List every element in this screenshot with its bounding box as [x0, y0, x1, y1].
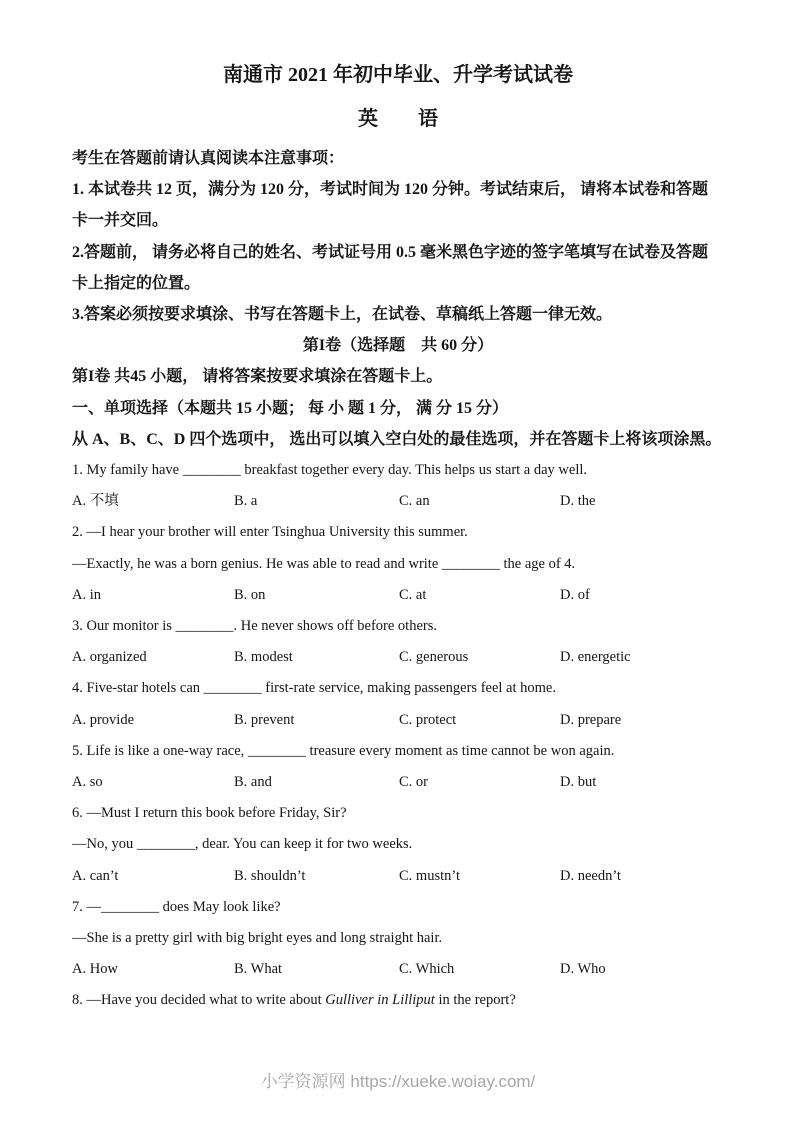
question-6-option-a: A. can’t	[72, 867, 119, 884]
page-title: 南通市 2021 年初中毕业、升学考试试卷	[223, 64, 573, 86]
question-1-option-b: B. a	[234, 493, 258, 510]
question-1-option-c: C. an	[399, 493, 430, 510]
question-4-option-c: C. protect	[399, 711, 457, 728]
question-3-option-a: A. organized	[72, 649, 147, 666]
notice-line-3: 3.答案必须按要求填涂、书写在答题卡上，在试卷、草稿纸上答题一律无效。	[72, 306, 613, 324]
question-6-option-b: B. shouldn’t	[234, 867, 306, 884]
watermark-footer: 小学资源网 https://xueke.woiay.com/	[260, 1071, 536, 1091]
notice-intro: 考生在答题前请认真阅读本注意事项：	[72, 150, 345, 167]
notice-line-2: 2.答题前， 请务必将自己的姓名、考试证号用 0.5 毫米黑色字迹的签字笔填写在试卷及答题	[72, 243, 709, 261]
part1-note: 第I卷 共45 小题， 请将答案按要求填涂在答题卡上。	[72, 368, 443, 386]
question-2-stem-line-2: —Exactly, he was a born genius. He was able to read and write ________ the age of 4.	[72, 555, 576, 572]
question-5-option-a: A. so	[72, 774, 103, 791]
question-5-option-b: B. and	[234, 774, 272, 791]
question-3-stem: 3. Our monitor is ________. He never shows off before others.	[72, 618, 437, 635]
question-6-option-d: D. needn’t	[560, 867, 621, 884]
question-2-option-b: B. on	[234, 586, 266, 603]
question-1-option-d: D. the	[560, 493, 596, 510]
question-4-option-b: B. prevent	[234, 711, 295, 728]
question-8-book-title-italic: Gulliver in Lilliput	[325, 992, 435, 1009]
question-7-option-b: B. What	[234, 961, 283, 978]
question-5-option-c: C. or	[399, 774, 428, 791]
question-3-option-d: D. energetic	[560, 649, 631, 666]
section1-title: 一、单项选择（本题共 15 小题； 每 小 题 1 分， 满 分 15 分）	[72, 399, 509, 417]
question-6-stem-line-2: —No, you ________, dear. You can keep it for two weeks.	[72, 836, 413, 853]
question-2-option-d: D. of	[560, 586, 590, 603]
question-8-stem-post: in the report?	[434, 992, 516, 1009]
part1-heading: 第I卷（选择题 共 60 分）	[302, 337, 494, 355]
question-7-stem-line-1: 7. —________ does May look like?	[72, 898, 281, 915]
notice-line-2-cont: 卡上指定的位置。	[72, 274, 201, 292]
question-7-stem-line-2: —She is a pretty girl with big bright eyes and long straight hair.	[72, 930, 443, 947]
question-8-stem-pre: 8. —Have you decided what to write about	[72, 992, 326, 1009]
question-7-option-c: C. Which	[399, 961, 455, 978]
question-8-stem	[72, 985, 724, 1016]
question-4-stem: 4. Five-star hotels can ________ first-rate service, making passengers feel at home.	[72, 680, 556, 697]
document-body	[72, 143, 724, 1017]
section1-instruction: 从 A、B、C、D 四个选项中， 选出可以填入空白处的最佳选项，并在答题卡上将该项涂黑。	[72, 430, 722, 448]
question-3-options	[72, 642, 724, 673]
question-1-options	[72, 486, 724, 517]
question-2-option-c: C. at	[399, 586, 427, 603]
question-6-stem-line-1: 6. —Must I return this book before Friday, Sir?	[72, 805, 347, 822]
question-5-stem: 5. Life is like a one-way race, ________ treasure every moment as time cannot be won again.	[72, 742, 615, 759]
question-3-option-c: C. generous	[399, 649, 469, 666]
subject-title: 英 语	[358, 108, 438, 130]
question-3-option-b: B. modest	[234, 649, 293, 666]
question-4-options	[72, 705, 724, 736]
notice-line-1: 1. 本试卷共 12 页，满分为 120 分，考试时间为 120 分钟。考试结束后， 请将本试卷和答题	[72, 181, 709, 199]
question-7-option-a: A. How	[72, 961, 118, 978]
question-5-options	[72, 767, 724, 798]
question-2-option-a: A. in	[72, 586, 101, 603]
question-5-option-d: D. but	[560, 774, 597, 791]
question-7-options	[72, 954, 724, 985]
question-2-options	[72, 580, 724, 611]
question-1-stem: 1. My family have ________ breakfast together every day. This helps us start a day well.	[72, 462, 588, 479]
question-4-option-a: A. provide	[72, 711, 135, 728]
question-2-stem-line-1: 2. —I hear your brother will enter Tsinghua University this summer.	[72, 524, 468, 541]
question-6-option-c: C. mustn’t	[399, 867, 460, 884]
question-4-option-d: D. prepare	[560, 711, 622, 728]
question-6-options	[72, 861, 724, 892]
question-7-option-d: D. Who	[560, 961, 606, 978]
notice-line-1-cont: 卡一并交回。	[72, 212, 169, 230]
question-1-option-a: A. 不填	[72, 493, 119, 510]
